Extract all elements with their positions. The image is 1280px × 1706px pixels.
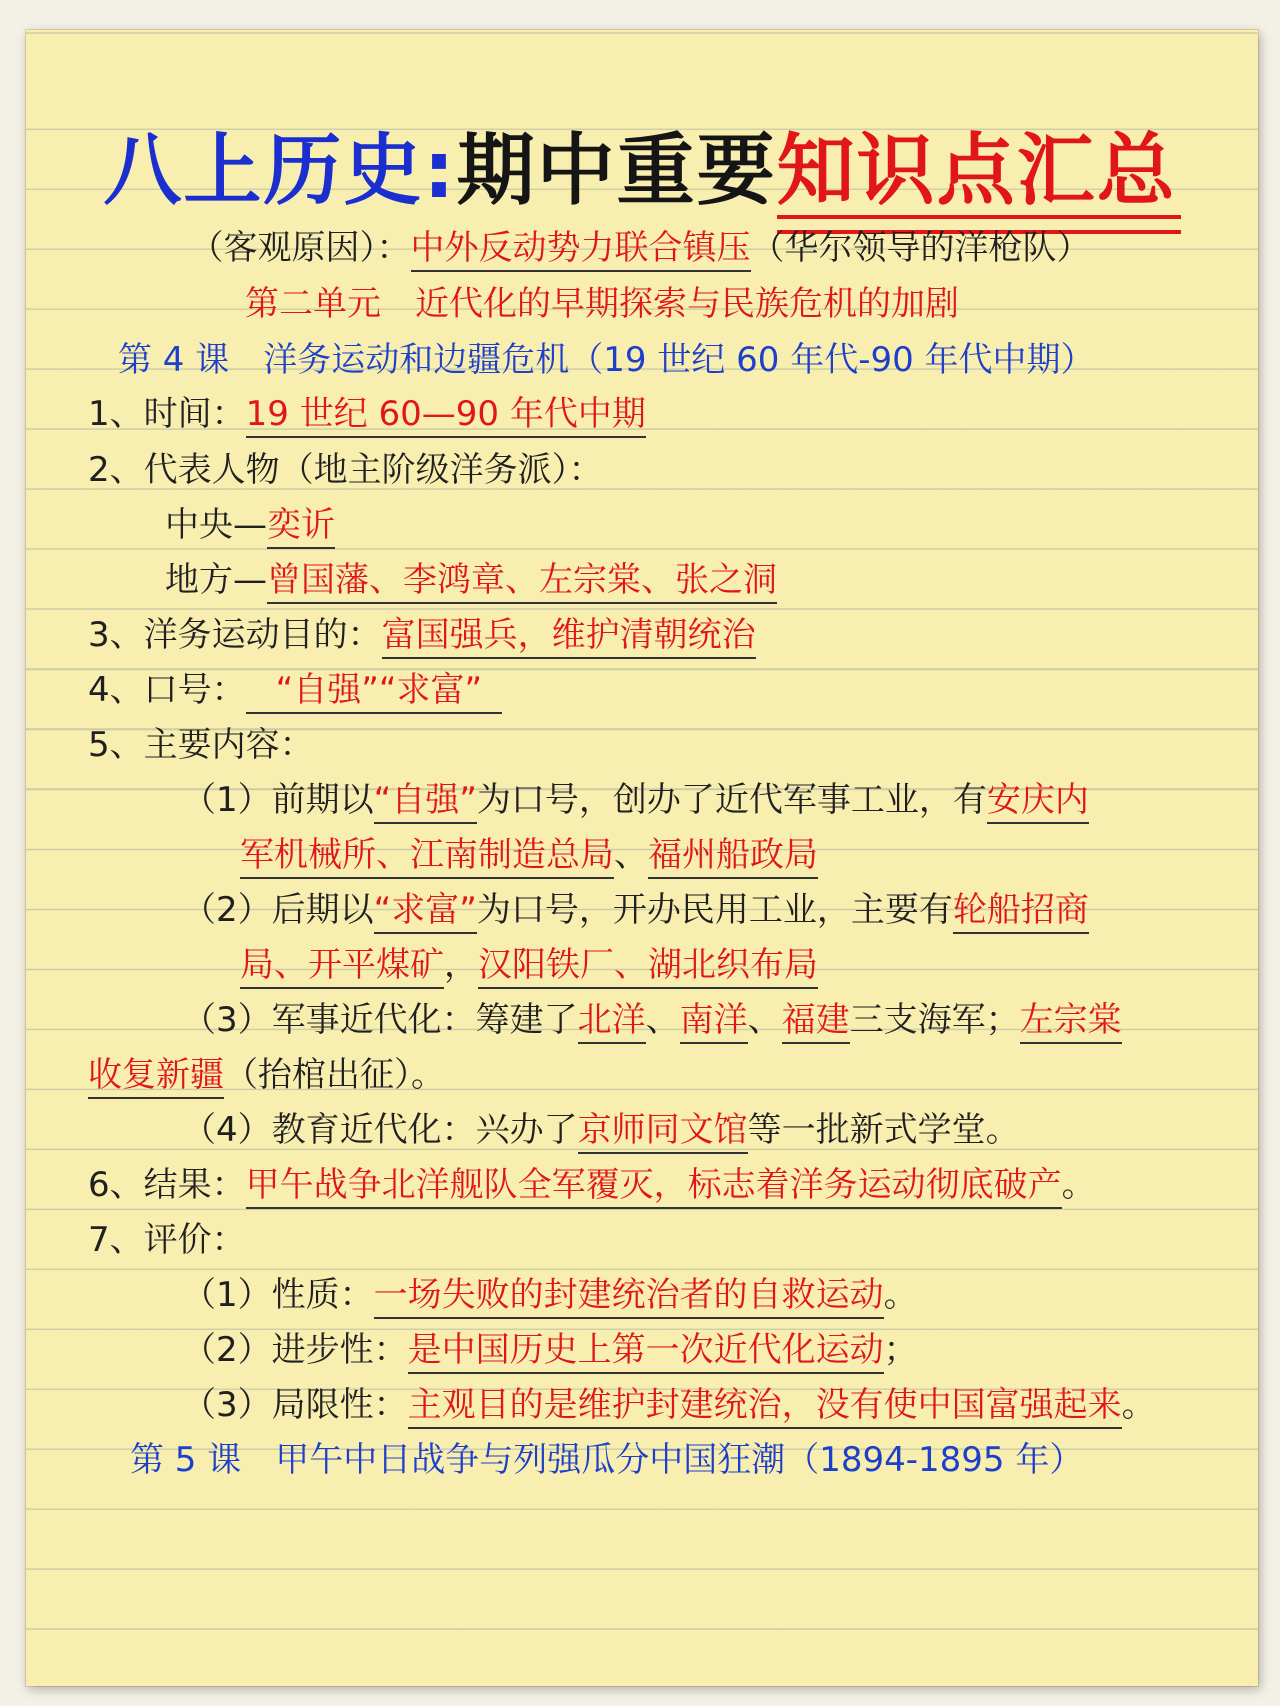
item-evaluation: 7、评价： xyxy=(88,1220,246,1260)
c1-f: 、 xyxy=(614,835,648,875)
page-title xyxy=(0,108,1280,220)
item-content: 5、主要内容： xyxy=(88,725,314,765)
eval-3 xyxy=(182,1383,1280,1427)
item-central xyxy=(165,503,1280,547)
e3-answer: 主观目的是维护封建统治，没有使中国富强起来 xyxy=(408,1385,1122,1429)
c1-b: “自强” xyxy=(374,780,477,824)
e1-answer: 一场失败的封建统治者的自救运动 xyxy=(374,1275,884,1319)
e1-end: 。 xyxy=(883,1275,918,1315)
c2-a: （2）后期以 xyxy=(182,890,374,930)
local-answer: 曾国藩、李鸿章、左宗棠、张之洞 xyxy=(267,560,777,604)
content-1-line-1 xyxy=(182,778,1280,822)
item-time xyxy=(88,392,1280,436)
title-part-middle: 期中重要 xyxy=(456,126,777,216)
content-2-line-1 xyxy=(182,888,1280,932)
result-end: 。 xyxy=(1061,1165,1096,1205)
c1-c: 为口号，创办了近代军事工业，有 xyxy=(476,780,987,820)
c2-e: 局、开平煤矿 xyxy=(240,945,444,989)
item-result xyxy=(88,1163,1280,1207)
eval-1 xyxy=(182,1273,1280,1317)
lesson4-heading: 第 4 课 洋务运动和边疆危机（19 世纪 60 年代-90 年代中期） xyxy=(118,340,1095,380)
e2-answer: 是中国历史上第一次近代化运动 xyxy=(408,1330,884,1374)
c1-e: 军机械所、江南制造总局 xyxy=(240,835,614,879)
c4-b: 京师同文馆 xyxy=(578,1110,748,1154)
c3-c: 、 xyxy=(645,1000,680,1040)
content-1-line-2 xyxy=(240,833,1280,877)
c2-f: ， xyxy=(444,945,478,985)
e3-end: 。 xyxy=(1121,1385,1156,1425)
result-label: 6、结果： xyxy=(88,1165,246,1205)
central-answer: 奕䜣 xyxy=(267,505,335,549)
result-answer: 甲午战争北洋舰队全军覆灭，标志着洋务运动彻底破产 xyxy=(246,1165,1062,1209)
time-label: 1、时间： xyxy=(88,394,246,434)
c3-j: （抬棺出征）。 xyxy=(224,1055,445,1095)
c1-d: 安庆内 xyxy=(987,780,1089,824)
c4-a: （4）教育近代化：兴办了 xyxy=(182,1110,578,1150)
content-2-line-2 xyxy=(240,943,1280,987)
item-purpose xyxy=(88,613,1280,657)
c2-g: 汉阳铁厂、湖北织布局 xyxy=(478,945,818,989)
c3-d: 南洋 xyxy=(680,1000,748,1044)
title-part-subject: 八上历史: xyxy=(103,126,457,216)
title-part-highlight: 知识点汇总 xyxy=(777,108,1177,220)
item-slogan xyxy=(88,668,1280,712)
c3-e: 、 xyxy=(747,1000,782,1040)
objective-line xyxy=(0,226,1280,270)
c1-g: 福州船政局 xyxy=(648,835,818,879)
objective-suffix: （华尔领导的洋枪队） xyxy=(750,228,1091,268)
c3-i: 收复新疆 xyxy=(88,1055,224,1099)
content-4 xyxy=(182,1108,1280,1152)
c2-c: 为口号，开办民用工业，主要有 xyxy=(476,890,953,930)
c2-b: “求富” xyxy=(374,890,477,934)
purpose-answer: 富国强兵，维护清朝统治 xyxy=(382,615,756,659)
eval-2 xyxy=(182,1328,1280,1372)
c2-d: 轮船招商 xyxy=(953,890,1089,934)
slogan-answer: “自强”“求富” xyxy=(246,670,502,714)
e1-label: （1）性质： xyxy=(182,1275,374,1315)
c3-f: 福建 xyxy=(782,1000,850,1044)
c3-g: 三支海军； xyxy=(849,1000,1020,1040)
c3-a: （3）军事近代化：筹建了 xyxy=(182,1000,578,1040)
content-3-line-1 xyxy=(182,998,1280,1042)
slogan-label: 4、口号： xyxy=(88,670,246,710)
e2-end: ； xyxy=(883,1330,918,1370)
e3-label: （3）局限性： xyxy=(182,1385,408,1425)
item-people: 2、代表人物（地主阶级洋务派）： xyxy=(88,450,603,490)
time-answer: 19 世纪 60—90 年代中期 xyxy=(246,394,646,438)
c1-a: （1）前期以 xyxy=(182,780,374,820)
purpose-label: 3、洋务运动目的： xyxy=(88,615,382,655)
lesson5-heading: 第 5 课 甲午中日战争与列强瓜分中国狂潮（1894-1895 年） xyxy=(130,1440,1084,1480)
unit-heading: 第二单元 近代化的早期探索与民族危机的加剧 xyxy=(245,284,959,324)
item-local xyxy=(165,558,1280,602)
e2-label: （2）进步性： xyxy=(182,1330,408,1370)
c3-h: 左宗棠 xyxy=(1020,1000,1122,1044)
content-3-line-2 xyxy=(88,1053,1280,1097)
local-label: 地方— xyxy=(165,560,267,600)
objective-answer: 中外反动势力联合镇压 xyxy=(411,228,751,272)
central-label: 中央— xyxy=(165,505,267,545)
c3-b: 北洋 xyxy=(578,1000,646,1044)
objective-prefix: （客观原因）： xyxy=(189,228,411,268)
c4-c: 等一批新式学堂。 xyxy=(747,1110,1020,1150)
